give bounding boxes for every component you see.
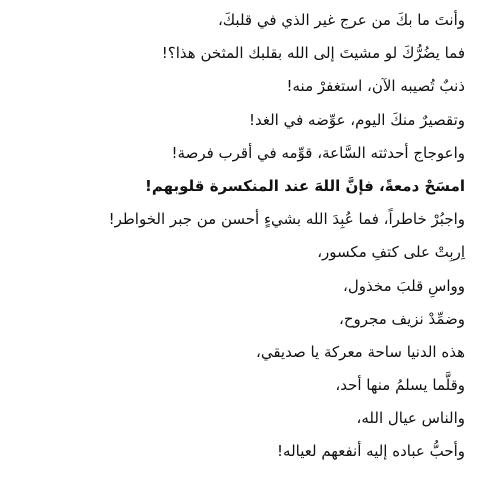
- text-line: وأنتَ ما بكَ من عرج غير الذي في قلبكَ،: [217, 11, 465, 29]
- text-line: فما يضُرُّكَ لو مشيتَ إلى الله بقلبك المثخن هذا؟!: [161, 44, 465, 63]
- text-line: وأحبُّ عباده إليه أنفعهم لعياله!: [277, 442, 465, 461]
- text-line: امسَحْ دمعةً، فإنَّ اللهَ عند المنكسرة قلوبهم!: [145, 176, 465, 195]
- text-line: وواسِ قلبَ مخذول،: [343, 276, 465, 295]
- text-line: واجبُرْ خاطراً، فما عُبِدَ الله بشيءٍ أحسن من جبر الخواطر!: [108, 210, 465, 229]
- text-line: وضمِّدْ نزيف مجروح،: [339, 309, 465, 328]
- text-line: وتقصيرٌ منكَ اليوم، عوِّضه في الغد!: [248, 110, 465, 129]
- poem-text: [3, 4, 465, 469]
- text-line: واعوجاج أحدثته السَّاعة، قوِّمه في أقرب فرصة!: [171, 143, 465, 162]
- text-line: هذه الدنيا ساحة معركة يا صديقي،: [255, 342, 465, 361]
- text-line: والناس عيال الله،: [356, 409, 465, 428]
- text-line: اِربِتْ على كتفِ مكسور،: [317, 243, 465, 262]
- text-line: وقلَّما يسلمُ منها أحد،: [335, 376, 465, 395]
- text-line: ذنبٌ تُصيبه الآن، استغفرْ منه!: [286, 77, 465, 96]
